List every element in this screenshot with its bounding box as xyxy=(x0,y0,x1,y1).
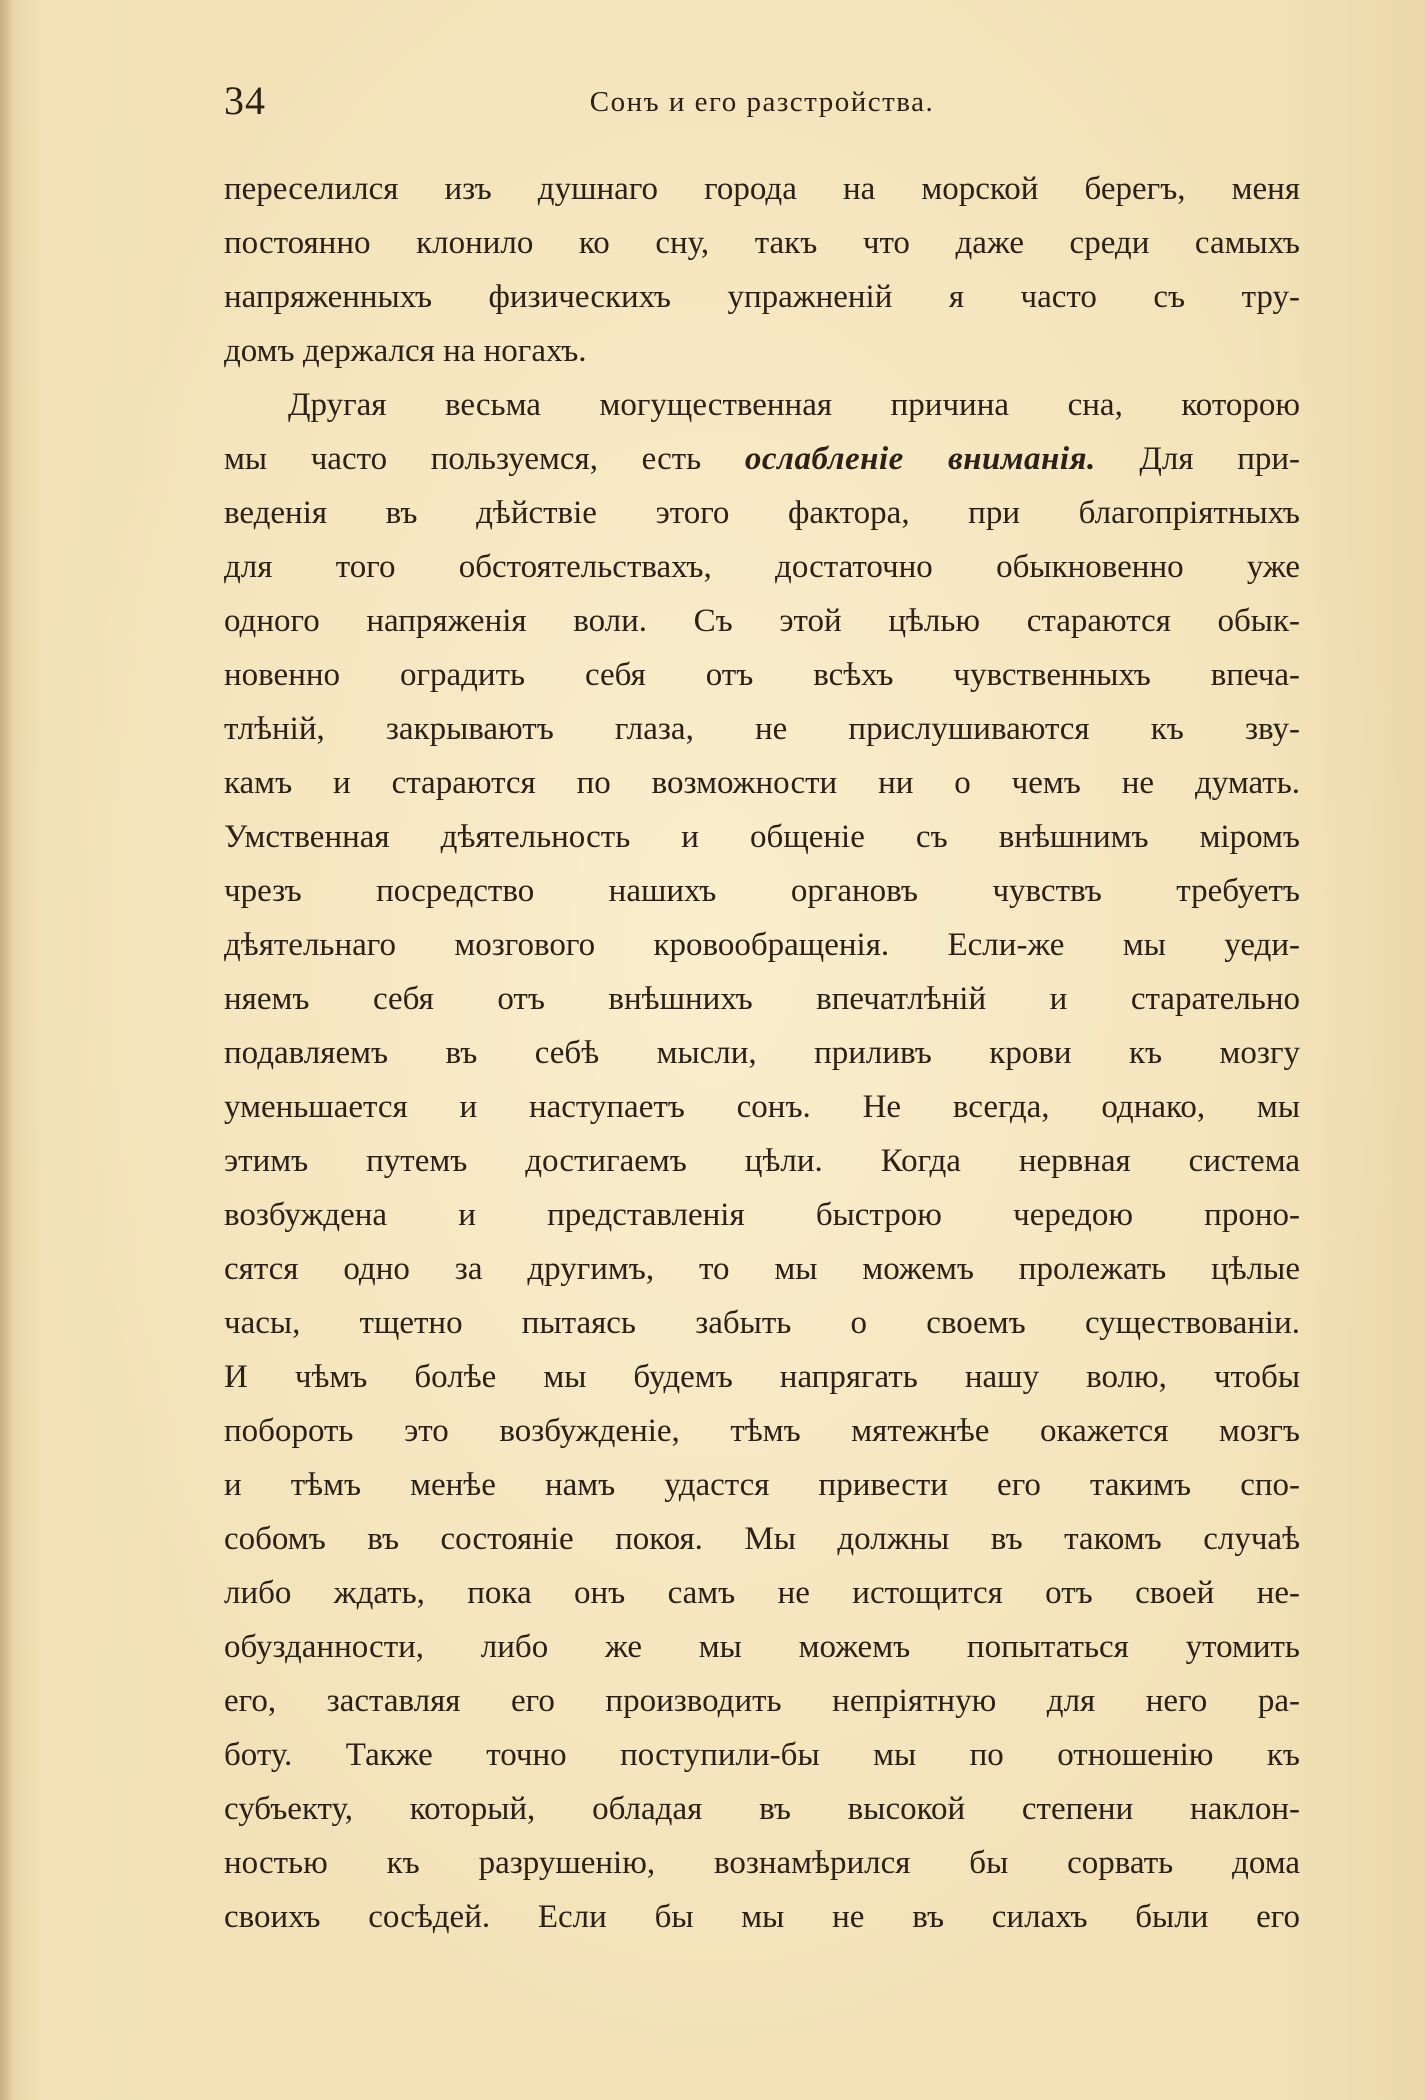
text-line: собомъ въ состояніе покоя. Мы должны въ такомъ случаѣ xyxy=(224,1521,1300,1557)
text-line: постоянно клонило ко сну, такъ что даже среди самыхъ xyxy=(224,225,1300,261)
page-number: 34 xyxy=(224,78,266,123)
text-line: напряженныхъ физическихъ упражненій я часто съ тру- xyxy=(224,279,1300,315)
text-line: няемъ себя отъ внѣшнихъ впечатлѣній и старательно xyxy=(224,981,1300,1017)
text-line: и тѣмъ менѣе намъ удастся привести его такимъ спо- xyxy=(224,1467,1300,1503)
text-line-with-emphasis xyxy=(224,432,1300,486)
body-text xyxy=(224,162,1300,1944)
text-line: домъ держался на ногахъ. xyxy=(224,333,587,369)
text-line: уменьшается и наступаетъ сонъ. Не всегда, однако, мы xyxy=(224,1089,1300,1125)
text-line: Умственная дѣятельность и общеніе съ внѣшнимъ міромъ xyxy=(224,819,1300,855)
text-line: его, заставляя его производить непріятную для него ра- xyxy=(224,1683,1300,1719)
text-line: веденія въ дѣйствіе этого фактора, при благопріятныхъ xyxy=(224,495,1300,531)
emphasis-text: ослабленіе вниманія. xyxy=(744,441,1096,477)
text-line: ностью къ разрушенію, вознамѣрился бы сорвать дома xyxy=(224,1845,1300,1881)
text-line: обузданности, либо же мы можемъ попытаться утомить xyxy=(224,1629,1300,1665)
text-line: этимъ путемъ достигаемъ цѣли. Когда нервная система xyxy=(224,1143,1300,1179)
text-line: сятся одно за другимъ, то мы можемъ пролежать цѣлые xyxy=(224,1251,1300,1287)
text-line: переселился изъ душнаго города на морской берегъ, меня xyxy=(224,171,1300,207)
text-line: Другая весьма могущественная причина сна, которою xyxy=(288,387,1300,423)
text-line: одного напряженія воли. Съ этой цѣлью стараются обык- xyxy=(224,603,1300,639)
text-line: либо ждать, пока онъ самъ не истощится отъ своей не- xyxy=(224,1575,1300,1611)
text-line: И чѣмъ болѣе мы будемъ напрягать нашу волю, чтобы xyxy=(224,1359,1300,1395)
page-header xyxy=(224,76,1300,126)
text-line: чрезъ посредство нашихъ органовъ чувствъ требуетъ xyxy=(224,873,1300,909)
text-line: подавляемъ въ себѣ мысли, приливъ крови къ мозгу xyxy=(224,1035,1300,1071)
text-line: камъ и стараются по возможности ни о чемъ не думать. xyxy=(224,765,1300,801)
running-head: Сонъ и его разстройства. xyxy=(589,86,935,118)
text-line: часы, тщетно пытаясь забыть о своемъ существованіи. xyxy=(224,1305,1300,1341)
text-line: тлѣній, закрываютъ глаза, не прислушиваются къ зву- xyxy=(224,711,1300,747)
text-line: возбуждена и представленія быстрою чередою проно- xyxy=(224,1197,1300,1233)
page-edge-shadow xyxy=(0,0,14,2100)
text-line: побороть это возбужденіе, тѣмъ мятежнѣе окажется мозгъ xyxy=(224,1413,1300,1449)
text-line: дѣятельнаго мозгового кровообращенія. Если-же мы уеди- xyxy=(224,927,1300,963)
text-span: Для при- xyxy=(1139,441,1301,477)
text-line: новенно оградить себя отъ всѣхъ чувственныхъ впеча- xyxy=(224,657,1300,693)
text-line: боту. Также точно поступили-бы мы по отношенію къ xyxy=(224,1737,1300,1773)
text-span: мы часто пользуемся, есть xyxy=(224,441,702,477)
text-line: для того обстоятельствахъ, достаточно обыкновенно уже xyxy=(224,549,1300,585)
text-line: субъекту, который, обладая въ высокой степени наклон- xyxy=(224,1791,1300,1827)
text-line: своихъ сосѣдей. Если бы мы не въ силахъ были его xyxy=(224,1899,1300,1935)
